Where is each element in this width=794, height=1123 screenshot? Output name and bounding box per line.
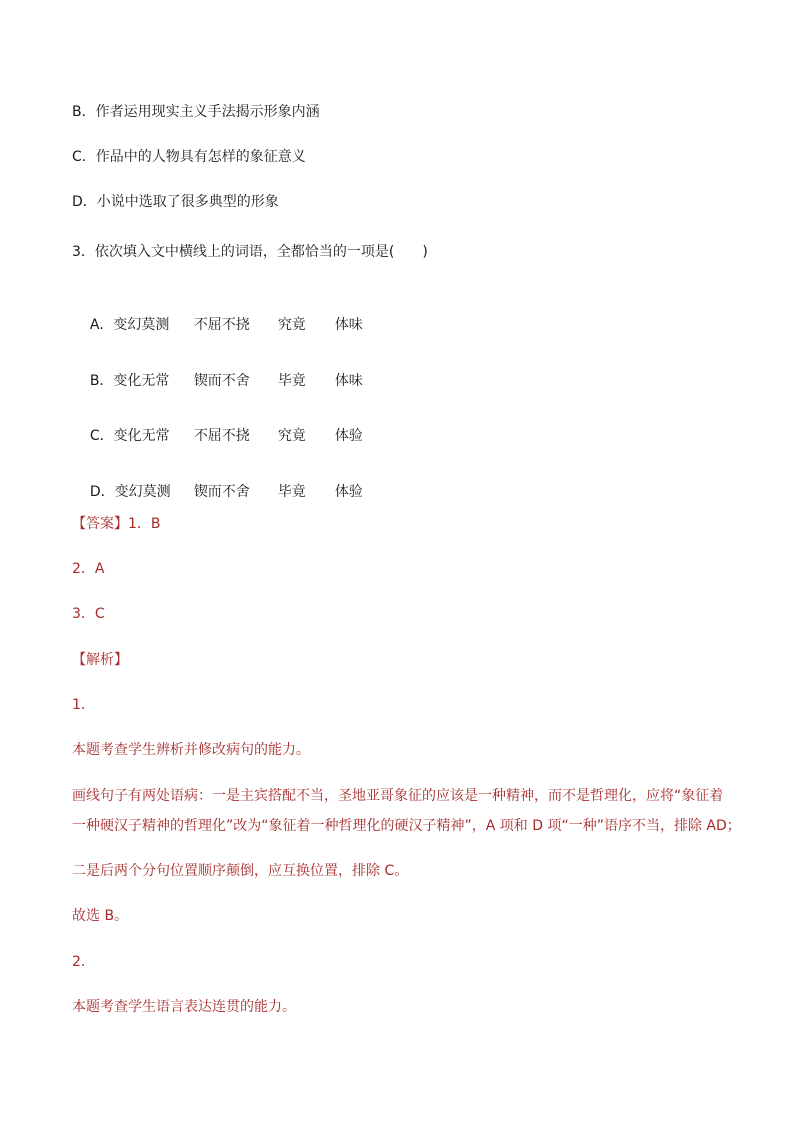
option-word: 体验 <box>334 428 363 444</box>
question3-option-c <box>72 409 363 463</box>
option-b: B．作者运用现实主义手法揭示形象内涵 <box>72 104 320 120</box>
option-d: D．小说中选取了很多典型的形象 <box>72 194 279 210</box>
option-word: 不屈不挠 <box>193 317 250 333</box>
option-word: 毕竟 <box>277 373 306 389</box>
answer-line-1: 【答案】1．B <box>72 516 161 532</box>
option-word: 毕竟 <box>277 484 306 500</box>
option-word: 体味 <box>334 317 363 333</box>
question3-option-b <box>72 354 363 408</box>
option-word: 体味 <box>334 373 363 389</box>
option-label: C．变化无常 <box>89 428 170 444</box>
analysis-item2-number: 2． <box>72 954 95 970</box>
answer-line-2: 2．A <box>72 561 105 577</box>
option-label: B．变化无常 <box>89 373 170 389</box>
option-word: 究竟 <box>277 317 306 333</box>
option-word: 锲而不舍 <box>193 373 250 389</box>
answer-line-3: 3．C <box>72 606 105 622</box>
analysis-item2-intro: 本题考查学生语言表达连贯的能力。 <box>72 999 296 1015</box>
option-word: 锲而不舍 <box>193 484 250 500</box>
analysis-item1-conclusion: 故选 B。 <box>72 908 129 924</box>
option-word: 体验 <box>334 484 363 500</box>
option-word: 不屈不挠 <box>193 428 250 444</box>
option-c: C．作品中的人物具有怎样的象征意义 <box>72 149 306 165</box>
option-label: D．变幻莫测 <box>89 484 171 500</box>
question3-stem: 3．依次填入文中横线上的词语，全都恰当的一项是( ) <box>72 244 428 260</box>
option-word: 究竟 <box>277 428 306 444</box>
analysis-item1-point2: 二是后两个分句位置顺序颠倒，应互换位置，排除 C。 <box>72 863 409 879</box>
analysis-item1-intro: 本题考查学生辨析并修改病句的能力。 <box>72 742 310 758</box>
analysis-item1-paragraph-cont: 一种硬汉子精神的哲理化”改为“象征着一种哲理化的硬汉子精神”，A 项和 D 项“一种”语序不当，排除 AD； <box>72 818 741 834</box>
analysis-item1-paragraph: 画线句子有两处语病：一是主宾搭配不当，圣地亚哥象征的应该是一种精神，而不是哲理化，应将“象征着 <box>72 788 724 804</box>
option-label: A．变幻莫测 <box>89 317 170 333</box>
question3-option-a <box>72 298 363 352</box>
analysis-heading: 【解析】 <box>72 652 128 668</box>
question3-option-d <box>72 465 363 519</box>
analysis-item1-number: 1． <box>72 697 95 713</box>
